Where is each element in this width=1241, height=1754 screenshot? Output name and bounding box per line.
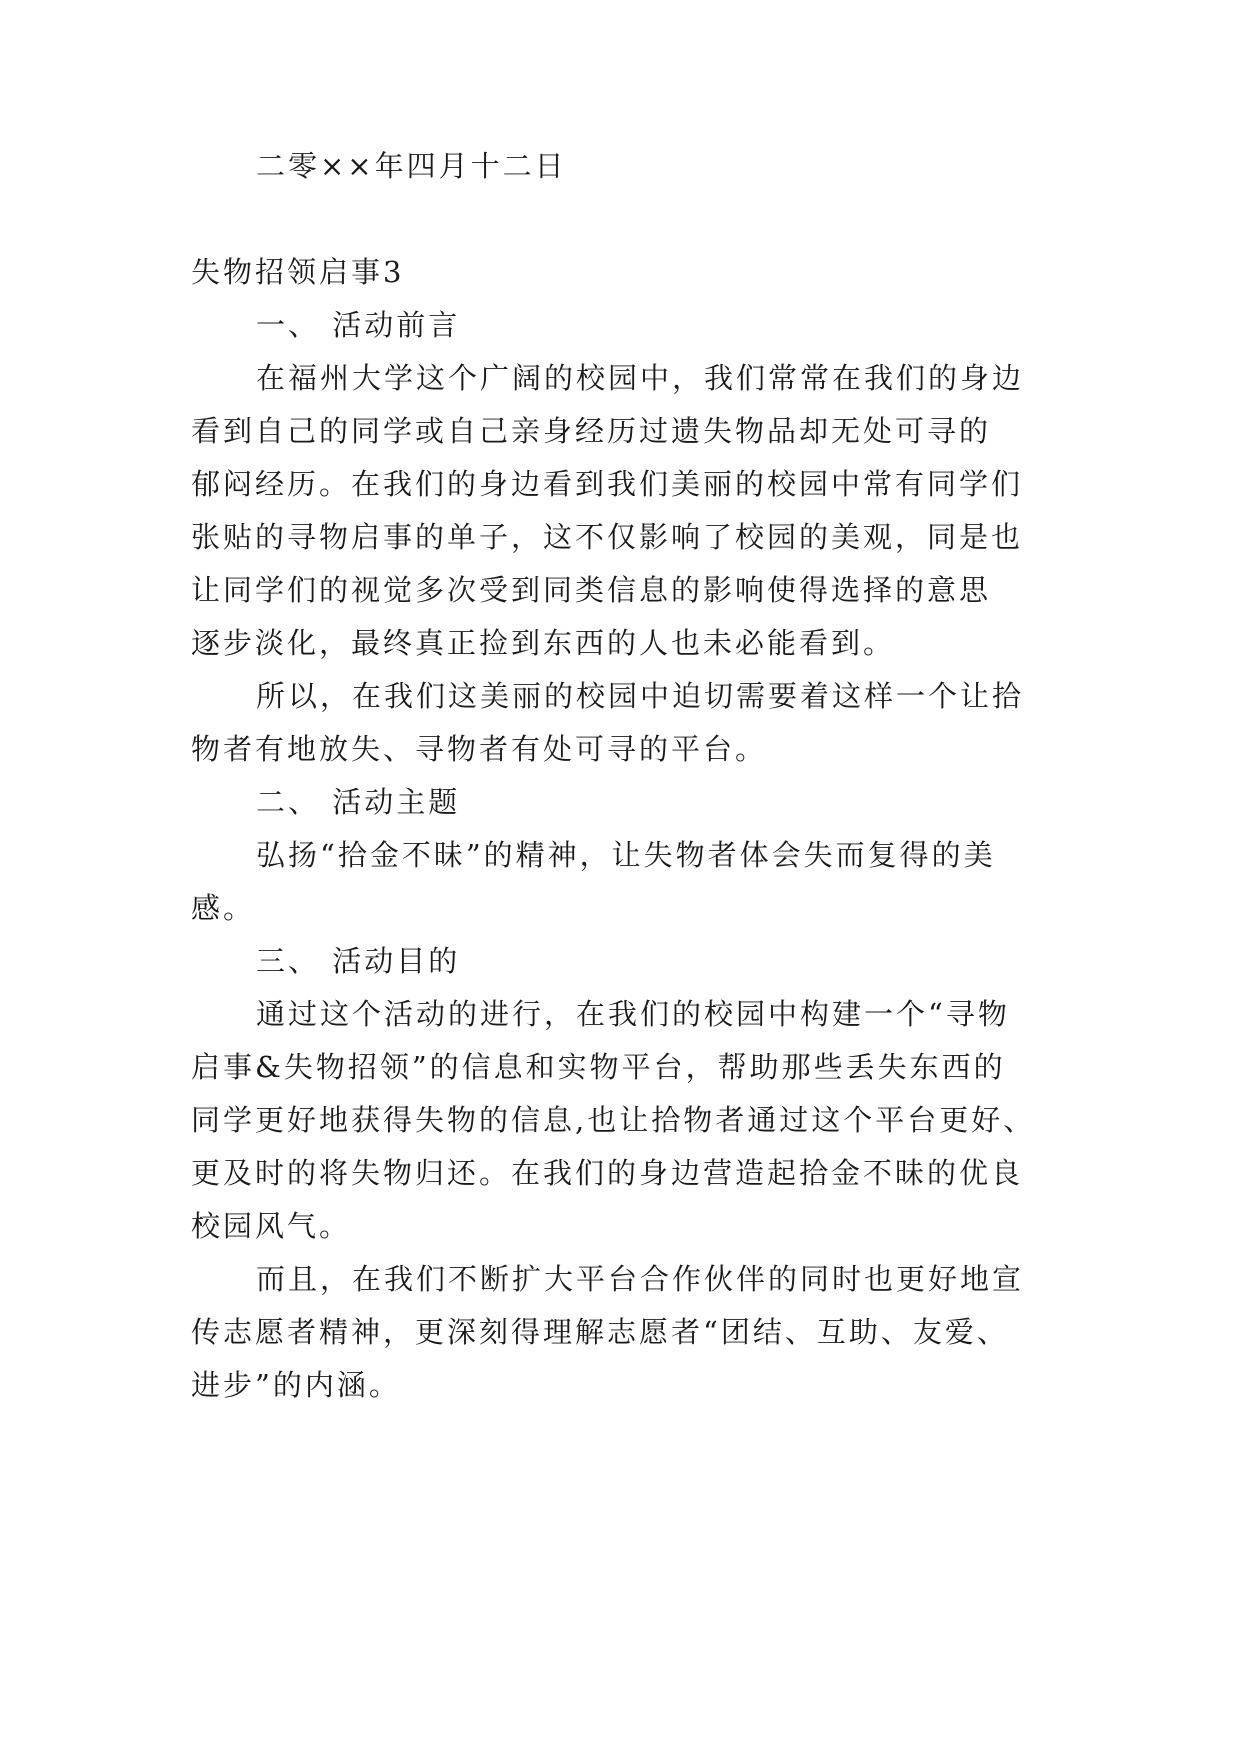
paragraph-line: 而且，在我们不断扩大平台合作伙伴的同时也更好地宣 bbox=[256, 1262, 1025, 1296]
paragraph-line: 在福州大学这个广阔的校园中，我们常常在我们的身边 bbox=[256, 361, 1025, 395]
date-line: 二零××年四月十二日 bbox=[256, 149, 567, 183]
section-heading-theme: 二、 活动主题 bbox=[256, 785, 461, 819]
document-title: 失物招领启事3 bbox=[191, 255, 405, 289]
paragraph-line: 郁闷经历。在我们的身边看到我们美丽的校园中常有同学们 bbox=[191, 467, 1024, 501]
paragraph-line: 物者有地放失、寻物者有处可寻的平台。 bbox=[191, 732, 768, 766]
paragraph-line: 弘扬“拾金不昧”的精神，让失物者体会失而复得的美 bbox=[256, 838, 996, 872]
section-heading-foreword: 一、 活动前言 bbox=[256, 308, 461, 342]
paragraph-line: 同学更好地获得失物的信息,也让拾物者通过这个平台更好、 bbox=[191, 1103, 1036, 1137]
section-heading-purpose: 三、 活动目的 bbox=[256, 944, 461, 978]
paragraph-line: 传志愿者精神，更深刻得理解志愿者“团结、互助、友爱、 bbox=[191, 1315, 1009, 1349]
paragraph-line: 感。 bbox=[191, 891, 256, 925]
paragraph-line: 逐步淡化，最终真正捡到东西的人也未必能看到。 bbox=[191, 626, 896, 660]
paragraph-line: 张贴的寻物启事的单子，这不仅影响了校园的美观，同是也 bbox=[191, 520, 1024, 554]
paragraph-line: 更及时的将失物归还。在我们的身边营造起拾金不昧的优良 bbox=[191, 1156, 1024, 1190]
paragraph-line: 校园风气。 bbox=[191, 1209, 352, 1243]
paragraph-line: 进步”的内涵。 bbox=[191, 1368, 401, 1402]
paragraph-line: 所以，在我们这美丽的校园中迫切需要着这样一个让拾 bbox=[256, 679, 1025, 713]
paragraph-line: 看到自己的同学或自己亲身经历过遗失物品却无处可寻的 bbox=[191, 414, 992, 448]
paragraph-line: 通过这个活动的进行，在我们的校园中构建一个“寻物 bbox=[256, 997, 1010, 1031]
paragraph-line: 让同学们的视觉多次受到同类信息的影响使得选择的意思 bbox=[191, 573, 992, 607]
paragraph-line: 启事&失物招领”的信息和实物平台，帮助那些丢失东西的 bbox=[191, 1050, 1006, 1084]
